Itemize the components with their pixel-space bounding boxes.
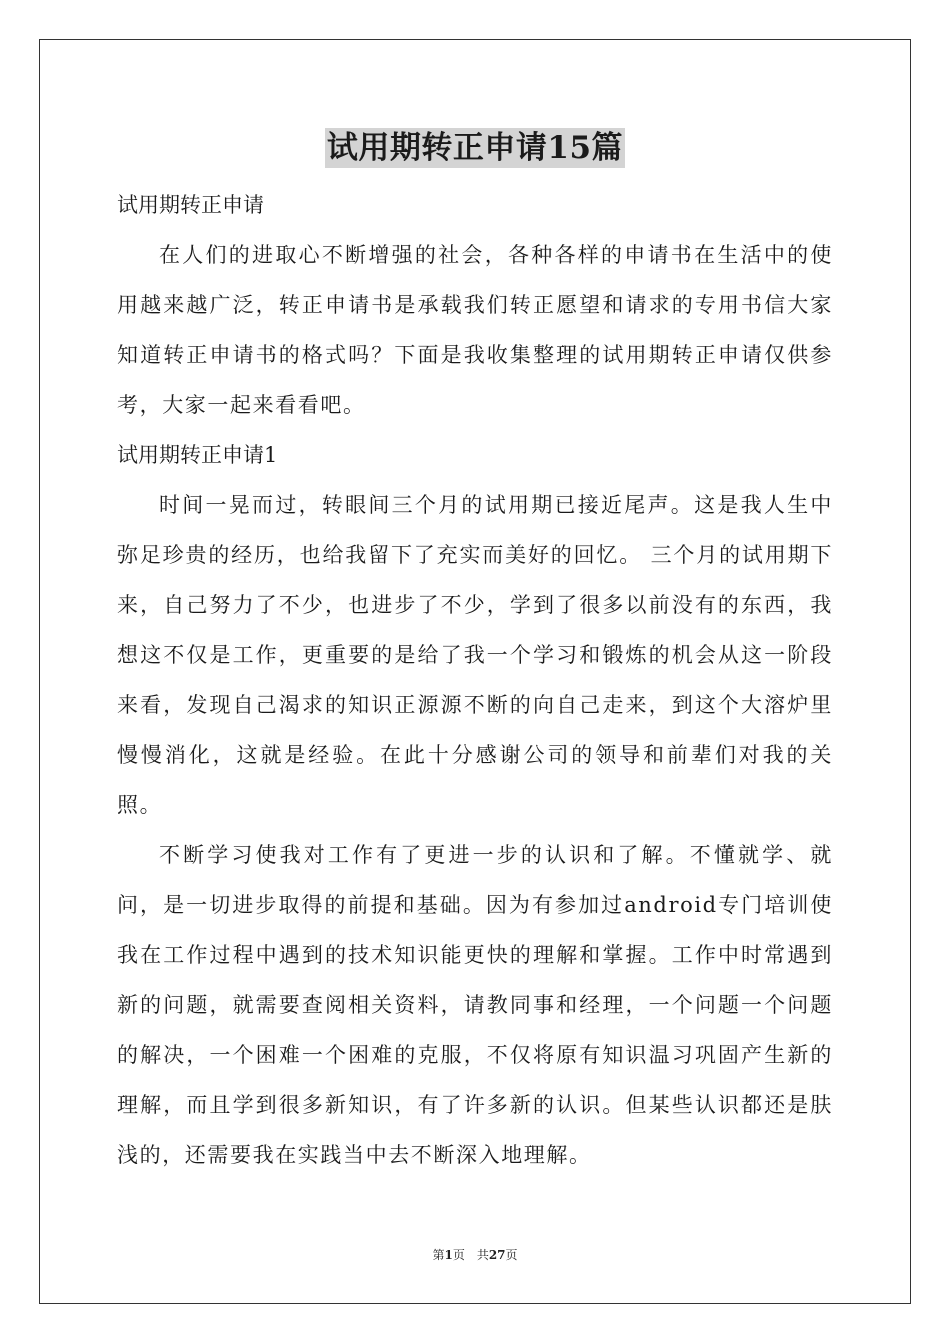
section-1-paragraph-1: 时间一晃而过，转眼间三个月的试用期已接近尾声。这是我人生中弥足珍贵的经历，也给我留下了充实而美好的回忆。 三个月的试用期下来，自己努力了不少，也进步了不少，学到了很多以前没有的东西，我想这不仅是工作，更重要的是给了我一个学习和锻炼的机会从这一阶段来看，发现自己渴求的知识正源源不断的向自己走来，到这个大溶炉里慢慢消化，这就是经验。在此十分感谢公司的领导和前辈们对我的关照。: [117, 493, 833, 817]
footer-page-prefix: 第: [432, 1248, 445, 1262]
section-1-paragraph-2: 不断学习使我对工作有了更进一步的认识和了解。不懂就学、就问，是一切进步取得的前提和基础。因为有参加过android专门培训使我在工作过程中遇到的技术知识能更快的理解和掌握。工作中时常遇到新的问题，就需要查阅相关资料，请教同事和经理，一个问题一个问题的解决，一个困难一个困难的克服，不仅将原有知识温习巩固产生新的理解，而且学到很多新知识，有了许多新的认识。但某些认识都还是肤浅的，还需要我在实践当中去不断深入地理解。: [117, 843, 833, 1167]
title-container: [0, 128, 950, 168]
document-title: 试用期转正申请15篇: [326, 130, 624, 166]
footer-page-suffix: 页: [505, 1248, 518, 1262]
section-1-heading: 试用期转正申请1: [117, 443, 278, 467]
footer-page-mid: 页 共: [452, 1248, 489, 1262]
footer-page-current: 1: [444, 1248, 453, 1262]
page-footer: [0, 1246, 950, 1263]
intro-heading: 试用期转正申请: [117, 193, 264, 217]
document-body: [117, 180, 833, 1180]
intro-paragraph: 在人们的进取心不断增强的社会，各种各样的申请书在生活中的使用越来越广泛，转正申请书是承载我们转正愿望和请求的专用书信大家知道转正申请书的格式吗？下面是我收集整理的试用期转正申请仅供参考，大家一起来看看吧。: [117, 243, 833, 417]
footer-page-total: 27: [488, 1248, 506, 1262]
